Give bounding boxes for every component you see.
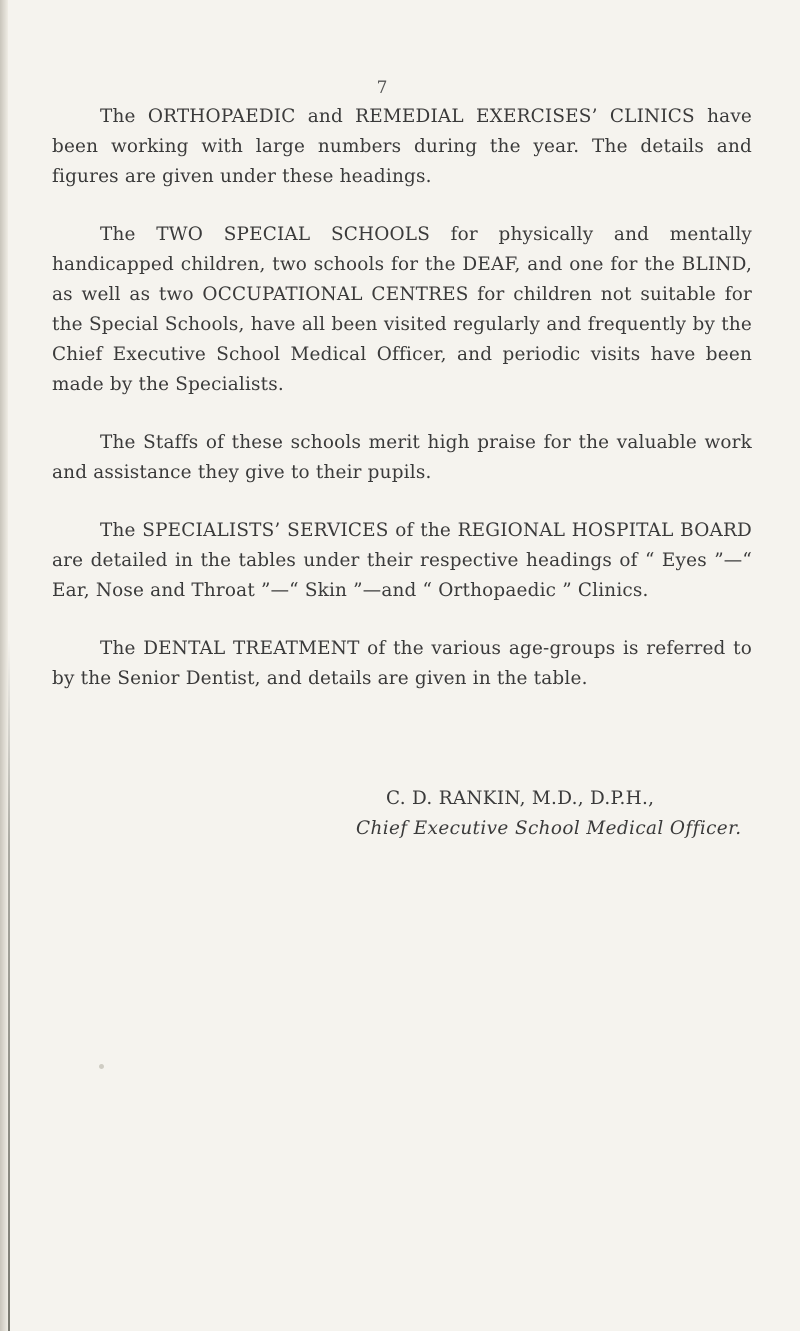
paragraph-specialists-services: The SPECIALISTS’ SERVICES of the REGIONAL HOSPITAL BOARD are detailed in the tables under their respective headings of “ Eyes ”—“ Ear, Nose and Throat ”—“ Skin ”—and “ Orthopaedic ” Clinics. [52, 520, 752, 601]
page-edge-shadow [0, 0, 8, 1331]
paragraph-special-schools: The TWO SPECIAL SCHOOLS for physically and mentally handicapped children, two schools for the DEAF, and one for the BLIND, as well as two OCCUPATIONAL CENTRES for children not suitable for the Special Schools, have all been visited regularly and frequently by the Chief Executive School Medical Officer, and periodic visits have been made by the Specialists. [52, 224, 752, 395]
paper-speck [99, 1064, 104, 1069]
paragraph-orthopaedic-clinics: The ORTHOPAEDIC and REMEDIAL EXERCISES’ CLINICS have been working with large numbers during the year. The details and figures are given under these headings. [52, 106, 752, 187]
binding-gutter-line [8, 640, 10, 1331]
signature-block [356, 784, 776, 844]
paragraph-dental-treatment: The DENTAL TREATMENT of the various age-groups is referred to by the Senior Dentist, and details are given in the table. [52, 638, 752, 689]
signatory-name: C. D. RANKIN, M.D., D.P.H., [386, 788, 655, 809]
report-body [52, 102, 752, 722]
paragraph-school-staffs: The Staffs of these schools merit high praise for the valuable work and assistance they give to their pupils. [52, 432, 752, 483]
page-number: 7 [376, 78, 388, 98]
signatory-title: Chief Executive School Medical Officer. [356, 818, 742, 839]
